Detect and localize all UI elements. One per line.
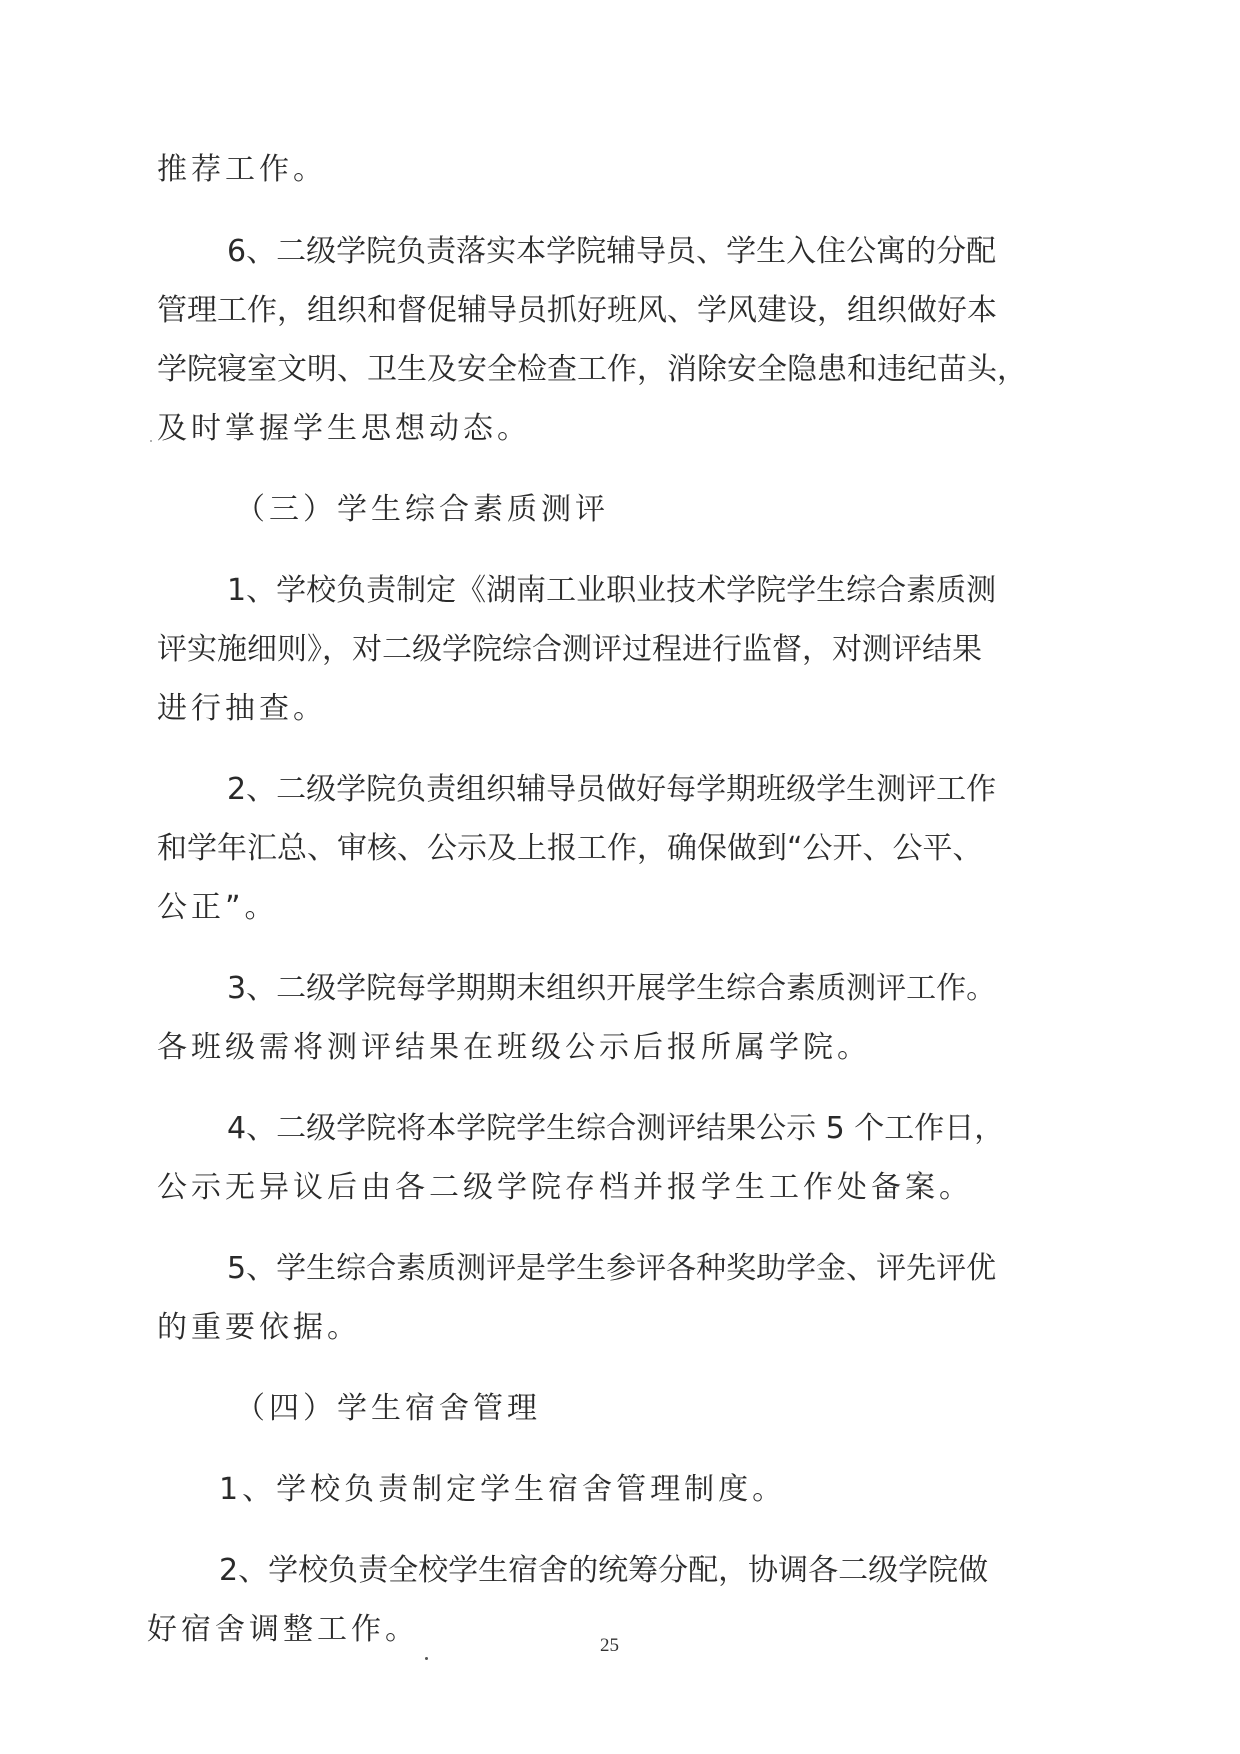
paragraph-6-line: 学院寝室文明、卫生及安全检查工作，消除安全隐患和违纪苗头， xyxy=(157,352,1027,387)
paragraph-6-line: 及时掌握学生思想动态。 xyxy=(157,411,531,446)
paragraph-3-5-line: 5、学生综合素质测评是学生参评各种奖助学金、评先评优 xyxy=(227,1251,997,1286)
paragraph-3-2-line: 2、二级学院负责组织辅导员做好每学期班级学生测评工作 xyxy=(227,772,997,807)
paragraph-6-line: 管理工作，组织和督促辅导员抓好班风、学风建设，组织做好本 xyxy=(157,293,997,328)
paragraph-3-3-line: 3、二级学院每学期期末组织开展学生综合素质测评工作。 xyxy=(227,971,997,1006)
paragraph-3-4-line: 4、二级学院将本学院学生综合测评结果公示 5 个工作日， xyxy=(227,1111,1005,1146)
scan-speck xyxy=(425,1657,428,1660)
section-heading-3: （三）学生综合素质测评 xyxy=(235,492,609,527)
paragraph-4-1-line: 1、学校负责制定学生宿舍管理制度。 xyxy=(219,1472,787,1507)
paragraph-6-line: 6、二级学院负责落实本学院辅导员、学生入住公寓的分配 xyxy=(227,234,997,269)
page-number: 25 xyxy=(600,1635,619,1656)
paragraph-3-3-line: 各班级需将测评结果在班级公示后报所属学院。 xyxy=(157,1030,871,1065)
paragraph-3-1-line: 进行抽查。 xyxy=(157,691,327,726)
section-heading-4: （四）学生宿舍管理 xyxy=(235,1391,541,1426)
paragraph-3-5-line: 的重要依据。 xyxy=(157,1310,361,1345)
paragraph-3-1-line: 1、学校负责制定《湖南工业职业技术学院学生综合素质测 xyxy=(227,573,997,608)
paragraph-4-2-line: 2、学校负责全校学生宿舍的统筹分配，协调各二级学院做 xyxy=(219,1553,989,1588)
paragraph-3-2-line: 公正”。 xyxy=(157,890,279,925)
paragraph-3-4-line: 公示无异议后由各二级学院存档并报学生工作处备案。 xyxy=(157,1170,973,1205)
scan-speck xyxy=(150,440,152,442)
paragraph-3-1-line: 评实施细则》，对二级学院综合测评过程进行监督，对测评结果 xyxy=(157,632,982,667)
paragraph-3-2-line: 和学年汇总、审核、公示及上报工作，确保做到“公开、公平、 xyxy=(157,831,983,866)
text-line: 推荐工作。 xyxy=(157,152,327,187)
paragraph-4-2-line: 好宿舍调整工作。 xyxy=(147,1612,419,1647)
